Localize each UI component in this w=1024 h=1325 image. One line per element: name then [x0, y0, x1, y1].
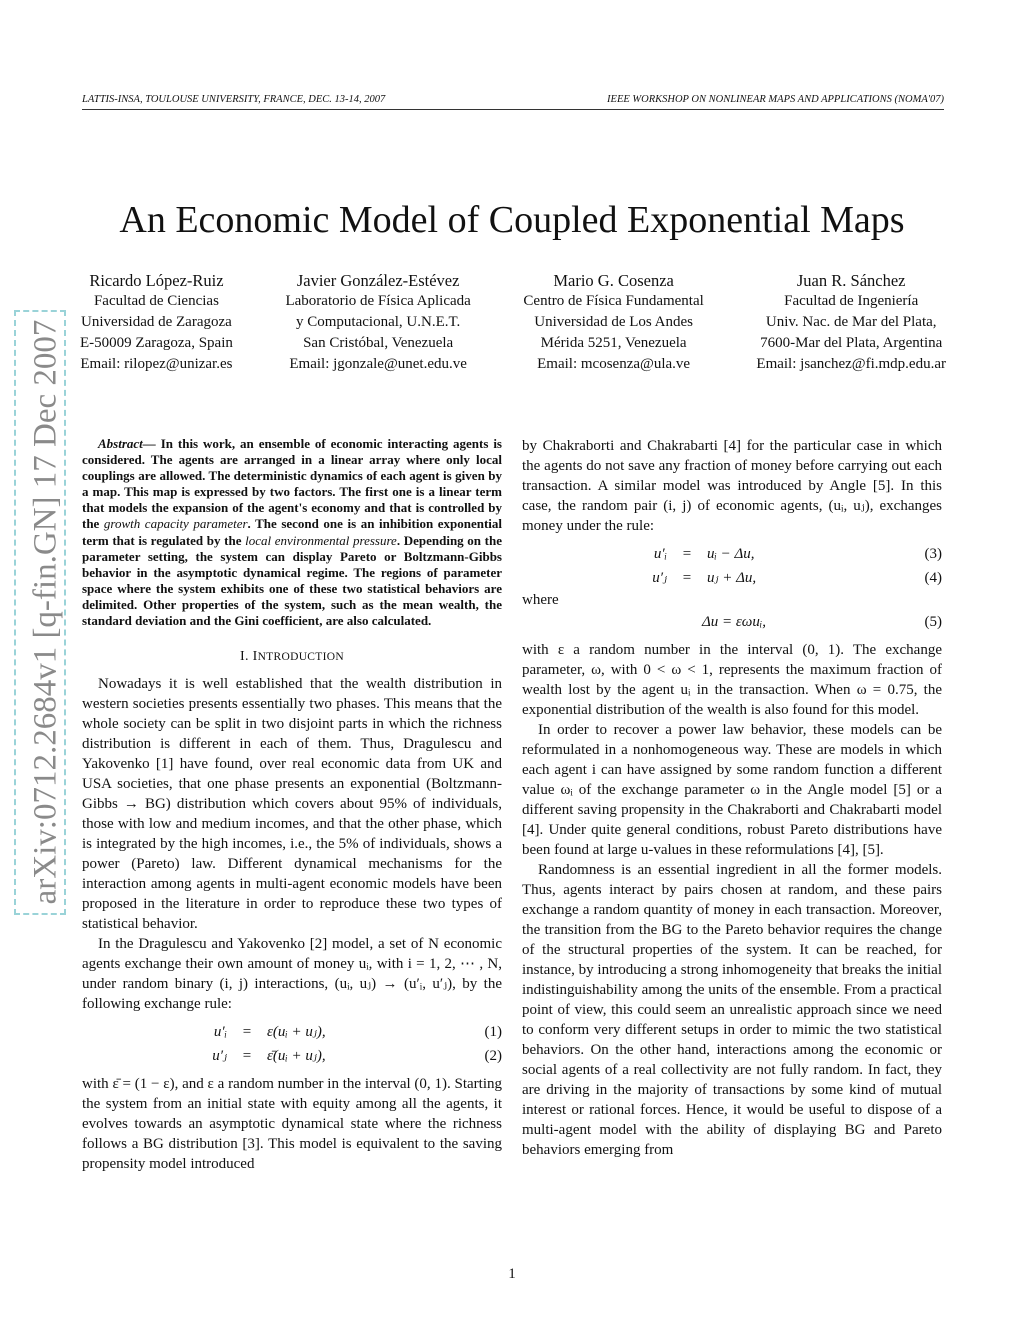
equation-number: (2) [484, 1048, 502, 1065]
author-affiliation: Universidad de Los Andes [534, 314, 693, 330]
paragraph: where [522, 592, 559, 608]
paragraph: with ε a random number in the interval (0, 1). The exchange parameter, ω, with 0 < ω < 1, represents the maximum fraction of wealth lost by the agent uᵢ in the transaction. When ω = 0.75, the exponential distribution of the wealth is also found for this model. [522, 642, 942, 718]
abstract-label: Abstract— [98, 436, 156, 451]
arxiv-stamp: arXiv:0712.2684v1 [q-fin.GN] 17 Dec 2007 [27, 319, 64, 905]
paragraph: by Chakraborti and Chakrabarti [4] for the particular case in which the agents do not save any fraction of money before carrying out each transaction. A similar model was introduced by Angle [5]. In this case, the random pair (i, j) of economic agents, (uᵢ, uⱼ), exchanges money under the rule: [522, 438, 942, 534]
paragraph: In the Dragulescu and Yakovenko [2] model, a set of N economic agents exchange their own amount of money uᵢ, with i = 1, 2, ⋯ , N, under random binary (i, j) interactions, (uᵢ, uⱼ) → (u′ᵢ, u′ⱼ), by the following exchange rule: [82, 936, 502, 1013]
author-name: Juan R. Sánchez [796, 271, 906, 290]
paragraph: Nowadays it is well established that the wealth distribution in western societies presents essentially two phases. This means that the whole society can be split in two disjoint parts in which the richness distribution is different in each of them. Thus, Dragulescu and Yakovenko [1] have found, over real economic data from UK and USA societies, that one phase presents an exponential (Boltzmann-Gibbs → BG) distribution which covers about 95% of individuals, those with low and medium incomes, and that the other phase, which is integrated by the high incomes, i.e., the 5% of individuals, shows a power (Pareto) law. Different dynamical mechanisms for the interaction among agents in multi-agent economic models have been proposed in the literature in order to reproduce these two types of statistical behavior. [82, 676, 502, 933]
paragraph: Randomness is an essential ingredient in all the former models. Thus, agents interact by pairs chosen at random, and these pairs exchange a random quantity of money in each transaction. Moreover, the transition from the BG to the Pareto behavior requires the change of the structural properties of the system. It can be reached, for instance, by introducing a strong inhomogeneity that breaks the initial indistinguishability among the units of the ensemble. From a practical point of view, this could seem an unrealistic approach since we need to conform very different setups in order to mimic the two statistical behaviors. On the other hand, interactions among the economic or social agents of a real collectivity are not fully random. In fact, they are driving in the majority of transactions by some kind of mutual interest or rational forces. Hence, it would be useful to dispose of a multi-agent model with the ability of displaying BG and Pareto behaviors emerging from [522, 862, 942, 1158]
equation-number: (5) [924, 614, 942, 630]
equation-number: (4) [924, 570, 942, 586]
running-header-left: LATTIS-INSA, TOULOUSE UNIVERSITY, FRANCE, DEC. 13-14, 2007 [82, 94, 386, 105]
author-4 [756, 270, 946, 375]
equation-number: (3) [924, 546, 942, 562]
author-block [80, 270, 946, 375]
author-affiliation: Facultad de Ingeniería [784, 293, 919, 309]
paper-title: An Economic Model of Coupled Exponential Maps [119, 199, 905, 241]
author-address: E-50009 Zaragoza, Spain [80, 335, 233, 351]
equation-2: u′ⱼ = ε̄(uᵢ + uⱼ), (2) [212, 1048, 502, 1065]
author-2 [285, 270, 470, 375]
paragraph: In order to recover a power law behavior, these models can be reformulated in a nonhomogeneous way. These are models in which each agent i can have assigned by some random function a different value ωᵢ of the exchange parameter ω in the Angle model [5] or a different saving propensity in the Chakraborti and Chakrabarti model [4]. Under quite general conditions, robust Pareto distributions have been found at large u-values in these reformulations [4], [5]. [522, 722, 942, 858]
author-1 [80, 270, 233, 375]
equation-number: (1) [484, 1024, 502, 1041]
author-email: Email: rilopez@unizar.es [80, 356, 233, 372]
author-address: 7600-Mar del Plata, Argentina [760, 335, 943, 351]
author-email: Email: mcosenza@ula.ve [537, 356, 691, 372]
author-affiliation: Univ. Nac. de Mar del Plata, [765, 314, 937, 330]
author-affiliation: Universidad de Zaragoza [81, 314, 232, 330]
author-email: Email: jsanchez@fi.mdp.edu.ar [756, 356, 946, 372]
author-affiliation: Centro de Física Fundamental [523, 293, 704, 309]
paragraph: with ε̄ = (1 − ε), and ε a random number in the interval (0, 1). Starting the system from an initial state with equity among all the agents, it evolves towards an asymptotic dynamical state where the richness follows a BG distribution [3]. This model is equivalent to the saving propensity model introduced [82, 1076, 502, 1173]
right-column [522, 436, 942, 1160]
section-heading-introduction: I. INTRODUCTION [240, 649, 344, 665]
author-3 [523, 270, 703, 375]
equation-3: u′ᵢ = uᵢ − Δu, (3) [653, 546, 942, 562]
page-number: 1 [508, 1266, 516, 1282]
author-name: Javier González-Estévez [296, 271, 460, 290]
author-affiliation: y Computacional, U.N.E.T. [296, 314, 461, 330]
author-address: San Cristóbal, Venezuela [303, 335, 454, 351]
author-name: Ricardo López-Ruiz [89, 271, 224, 290]
author-email: Email: jgonzale@unet.edu.ve [289, 356, 467, 372]
equation-1: u′ᵢ = ε(uᵢ + uⱼ), (1) [213, 1024, 502, 1041]
running-header-right: IEEE WORKSHOP ON NONLINEAR MAPS AND APPLICATIONS (NOMA'07) [607, 94, 944, 105]
author-affiliation: Facultad de Ciencias [93, 293, 219, 309]
abstract: Abstract— In this work, an ensemble of economic interacting agents is considered. The agents are arranged in a linear array where only local couplings are allowed. The deterministic dynamics of each agent is given by a map. This map is expressed by two factors. The first one is a linear term that models the expansion of the agent's economy and that is controlled by the growth capacity parameter. The second one is an inhibition exponential term that is regulated by the local environmental pressure. Depending on the parameter setting, the system can display Pareto or Boltzmann-Gibbs behavior in the asymptotic dynamical regime. The regions of parameter space where the system exhibits one of these two statistical behaviors are delimited. Other properties of the system, such as the mean wealth, the standard deviation and the Gini coefficient, are also calculated. [82, 436, 503, 629]
header-rule [82, 109, 944, 110]
author-affiliation: Laboratorio de Física Aplicada [285, 293, 471, 309]
equation-5: Δu = εωuᵢ, (5) [701, 614, 942, 630]
author-address: Mérida 5251, Venezuela [540, 335, 687, 351]
equation-4: u′ⱼ = uⱼ + Δu, (4) [652, 570, 942, 586]
author-name: Mario G. Cosenza [553, 271, 674, 290]
left-column [82, 436, 502, 1174]
